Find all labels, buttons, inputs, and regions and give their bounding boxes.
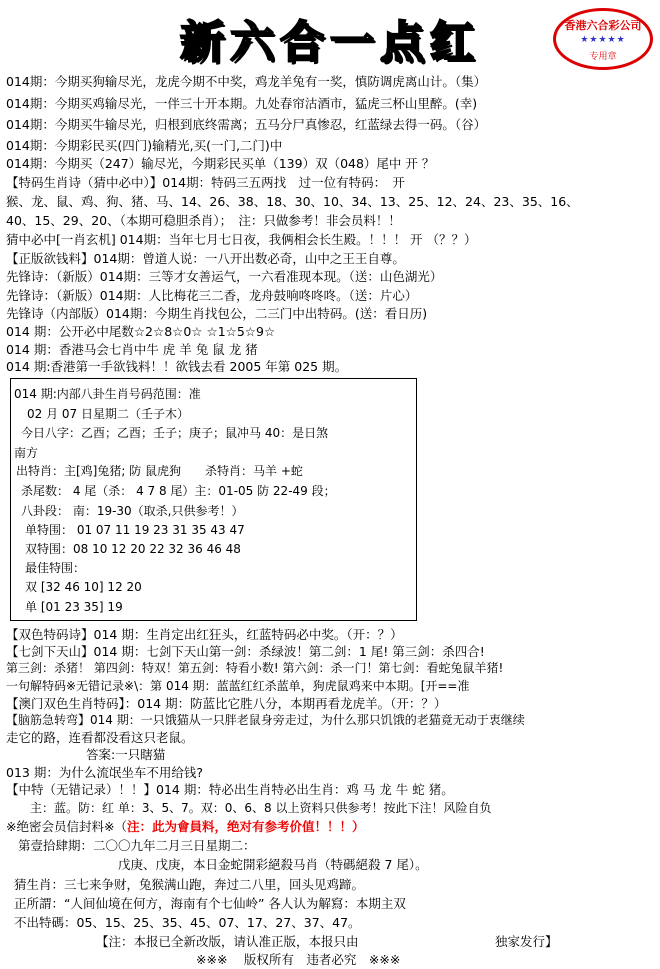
text-line: 【中特（无错记录）！！】014 期：特必出生肖特必出生肖：鸡 马 龙 牛 蛇 猪。	[6, 782, 454, 797]
box-line: 今日八字：乙酉；乙酉；壬子；庚子；鼠冲马 40：是日煞	[21, 426, 329, 440]
box-line: 双 [32 46 10] 12 20	[25, 580, 142, 594]
seal-label: 专用章	[589, 52, 617, 62]
seal-stars: ★★★★★	[580, 35, 626, 45]
text-line: 先锋诗（内部版）014期：今期生肖找包公，二三门中出特码。(送：看日历)	[6, 306, 428, 321]
box-line: 最佳特围：	[25, 561, 86, 575]
text-line: 一句解特码※无错记录※\：第 014 期：蓝蓝红红杀蓝单，狗虎鼠鸡来中本期。[开==准	[6, 679, 470, 693]
box-line: 单 [01 23 35] 19	[25, 600, 123, 614]
text-line: 014期：今期买（247）输尽光，今期彩民买单（139）双（048）尾中 开 ？	[6, 156, 435, 171]
text-line: 先锋诗：（新版）014期：三等才女善运气，一六看准现本现。（送：山色湖光）	[6, 269, 443, 284]
bagua-box	[10, 378, 417, 621]
text-line: 猜中必中[一肖玄机] 014期：当年七月七日夜，我俩相会长生殿。！！！ 开 （？？）	[6, 232, 477, 247]
text-line: 走它的路，连看都没看这只老鼠。	[6, 730, 194, 745]
text-line: 第壹拾肆期：二〇〇九年二月三日星期二：	[18, 838, 256, 853]
text-line: 正所謂：“人间仙境在何方，海南有个七仙岭” 各人认为解寫：本期主双	[14, 896, 406, 911]
text-line: 【七剑下天山】014 期：七剑下天山第一剑：杀绿波！第二剑：1 尾! 第三剑：杀四合!	[6, 644, 485, 659]
text-line: 013 期：为什么流氓坐车不用给钱?	[6, 765, 203, 780]
footer-notice: 【注：本报已全新改版，请认准正版，本报只由	[96, 934, 359, 949]
text-line: 第三剑：杀猪！ 第四剑：特双！第五剑：特看小数! 第六剑：杀一门！第七剑：看蛇兔鼠羊猪!	[6, 661, 504, 675]
company-seal	[553, 8, 653, 70]
box-line: 出特肖：主[鸡]兔猪; 防 鼠虎狗 杀特肖：马羊 +蛇	[16, 464, 303, 478]
box-line: 014 期:内部八卦生肖号码范围：准	[14, 387, 201, 401]
text-line: 主：蓝。防：红 单：3、5、7。双：0、6、8 以上资料只供参考！按此下注！风险自负	[30, 801, 492, 815]
text-line: 014 期：香港马会七肖中牛 虎 羊 兔 鼠 龙 猪	[6, 342, 258, 357]
text-line: 【特码生肖诗（猜中必中）】014期：特码三五两找 过一位有特码： 开	[6, 175, 405, 190]
box-line: 单特围： 01 07 11 19 23 31 35 43 47	[25, 523, 245, 537]
text-line: 【双色特码诗】014 期：生肖定出红狂头，红蓝特码必中奖。（开：？）	[6, 627, 403, 642]
seal-company-name: 香港六合彩公司	[564, 19, 642, 32]
text-line: 【脑筋急转弯】014 期：一只饿猫从一只胖老鼠身旁走过，为什么那只饥饿的老猫竟无动于衷继续	[6, 713, 525, 727]
member-label: ※绝密会员信封料※（	[6, 819, 127, 834]
text-line: 014 期：公开必中尾数☆2☆8☆0☆ ☆1☆5☆9☆	[6, 324, 276, 339]
text-line: 014 期:香港第一手欲钱料！！欲钱去看 2005 年第 025 期。	[6, 359, 348, 374]
text-line: 014期：今期买鸡输尽光，一伴三十开本期。九处春帘沽酒市，猛虎三杯山里醉。(幸)	[6, 96, 478, 111]
text-line: 猴、龙、鼠、鸡、狗、猪、马、14、26、38、18、30、10、34、13、25、12、24、23、35、16、	[6, 194, 579, 209]
box-line: 杀尾数： 4 尾（杀： 4 7 8 尾）主：01-05 防 22-49 段；	[21, 484, 336, 498]
box-line: 双特围：08 10 12 20 22 32 36 46 48	[25, 542, 241, 556]
text-line: 【正版欲钱料】014期：曾道人说：一八开出数必奇，山中之王王自尊。	[6, 251, 405, 266]
text-line: 014期：今期彩民买(四门)输精光,买(一门,二门)中	[6, 138, 283, 153]
text-line: 猜生肖：三七来争财，兔猴满山跑，奔过二八里，回头见鸡蹄。	[14, 877, 365, 892]
text-line: 40、15、29、20、（本期可稳胆杀肖）； 注：只做参考！非会员料！！	[6, 213, 401, 228]
text-line: 先锋诗：（新版）014期：人比梅花三二香，龙舟鼓响咚咚咚。（送：片心）	[6, 288, 418, 303]
page-title: 新六合一点红	[180, 17, 480, 68]
text-line	[6, 818, 364, 835]
member-note: 注：此为會員料，绝对有参考价值！！！）	[126, 819, 365, 834]
riddle-answer: 答案:一只瞎猫	[86, 747, 166, 762]
text-line: 戊庚、戊庚，本日金蛇開彩絕殺马肖（特碼絕殺 7 尾）。	[118, 857, 428, 872]
box-line: 八卦段： 南：19-30（取杀,只供参考！）	[21, 504, 244, 518]
box-line: 南方	[14, 446, 39, 460]
box-line: 02 月 07 日星期二（壬子木）	[27, 407, 189, 421]
text-line: 不出特碼：05、15、25、35、45、07、17、27、37、47。	[14, 915, 361, 930]
text-line: 014期：今期买牛输尽光，归根到底终需离；五马分尸真惨忍，红蓝绿去得一码。（谷）	[6, 117, 487, 132]
text-line: 【澳门双色生肖特码】：014 期：防蓝比它胜八分，本期再看龙虎羊。（开：？）	[6, 696, 447, 711]
text-line: 014期：今期买狗输尽光，龙虎今期不中奖，鸡龙羊兔有一奖，慎防调虎离山计。（集）	[6, 74, 487, 89]
copyright: ※※※ 版权所有 违者必究 ※※※	[196, 952, 401, 967]
footer-publisher: 独家发行】	[495, 934, 558, 949]
